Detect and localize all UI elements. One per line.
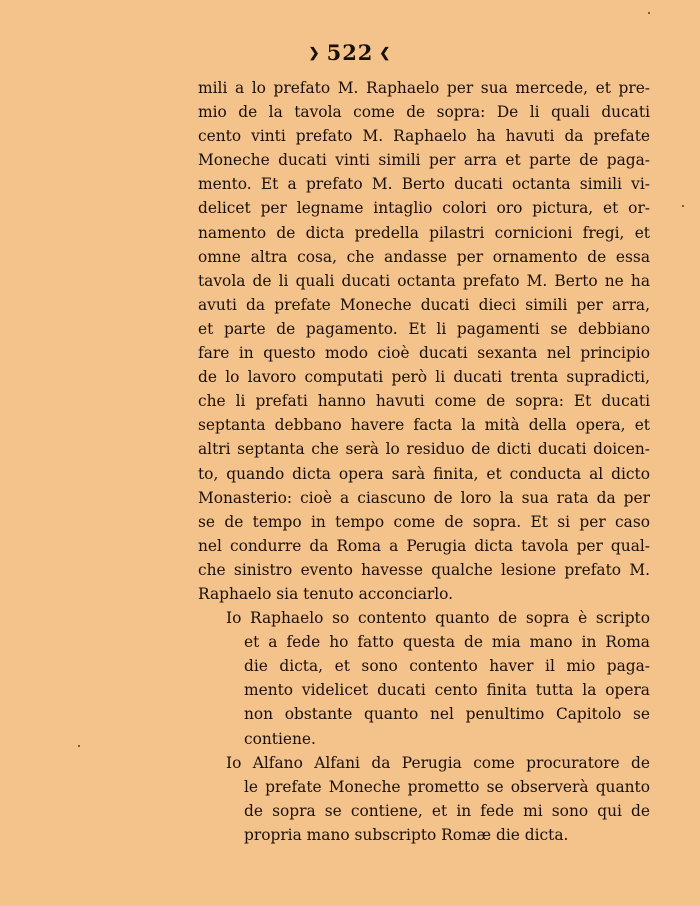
signature-line: propria mano subscripto Romæ die dicta.: [244, 825, 569, 844]
signature-alfano: [198, 751, 650, 847]
paper-speck: [78, 745, 80, 747]
text-line: se de tempo in tempo come de sopra. Et si per caso: [198, 512, 650, 531]
text-line: altri septanta che serà lo residuo de dicti ducati doicen-: [198, 440, 650, 459]
text-line: cento vinti prefato M. Raphaelo ha havuti da prefate: [198, 127, 650, 146]
right-ornament: ❮: [379, 46, 392, 61]
body-text: [198, 76, 650, 847]
paper-speck: [682, 205, 684, 207]
text-line: et parte de pagamento. Et li pagamenti se debbiano: [198, 319, 650, 338]
signature-line: non obstante quanto nel penultimo Capitolo se: [244, 705, 650, 724]
text-line: mento. Et a prefato M. Berto ducati octanta simili vi-: [198, 175, 650, 194]
signature-raphael: [198, 606, 650, 751]
signature-line: de sopra se contiene, et in fede mi sono qui de: [244, 801, 650, 820]
text-line: avuti da prefate Moneche ducati dieci simili per arra,: [198, 295, 650, 314]
text-line: tavola de li quali ducati octanta prefato M. Berto ne ha: [198, 271, 650, 290]
text-line: to, quando dicta opera sarà finita, et conducta al dicto: [198, 464, 650, 483]
text-line: mili a lo prefato M. Raphaelo per sua mercede, et pre-: [198, 79, 650, 97]
text-line: delicet per legname intaglio colori oro pictura, et or-: [198, 199, 650, 218]
text-line: fare in questo modo cioè ducati sexanta nel principio: [198, 344, 650, 363]
text-line: Raphaelo sia tenuto acconciarlo.: [198, 584, 454, 603]
text-line: che sinistro evento havesse qualche lesione prefato M.: [198, 560, 650, 579]
signature-line: le prefate Moneche prometto se observerà quanto: [244, 777, 650, 796]
text-line: Moneche ducati vinti simili per arra et parte de paga-: [198, 151, 650, 170]
signature-line: mento videlicet ducati cento finita tutta la opera: [244, 681, 650, 700]
text-line: namento de dicta predella pilastri cornicioni fregi, et: [198, 223, 650, 242]
text-line: de lo lavoro computati però li ducati trenta supradicti,: [198, 368, 650, 387]
signature-line: contiene.: [244, 729, 316, 748]
paper-speck: [648, 12, 650, 14]
signature-line: et a fede ho fatto questa de mia mano in Roma: [244, 633, 650, 652]
page-header: [0, 40, 700, 65]
text-line: omne altra cosa, che andasse per ornamento de essa: [198, 247, 650, 266]
text-line: septanta debbano havere facta la mità della opera, et: [198, 416, 650, 435]
text-line: Monasterio: cioè a ciascuno de loro la sua rata da per: [198, 488, 650, 507]
left-ornament: ❯: [308, 46, 321, 61]
signature-line: Io Raphaelo so contento quanto de sopra è scripto: [226, 609, 650, 628]
signature-line: die dicta, et sono contento haver il mio paga-: [244, 657, 650, 676]
contract-paragraph: [198, 76, 650, 606]
page-number: 522: [326, 40, 374, 65]
signature-line: Io Alfano Alfani da Perugia come procuratore de: [226, 753, 650, 772]
text-line: mio de la tavola come de sopra: De li quali ducati: [198, 103, 650, 122]
text-line: che li prefati hanno havuti come de sopra: Et ducati: [198, 392, 650, 411]
text-line: nel condurre da Roma a Perugia dicta tavola per qual-: [198, 536, 650, 555]
